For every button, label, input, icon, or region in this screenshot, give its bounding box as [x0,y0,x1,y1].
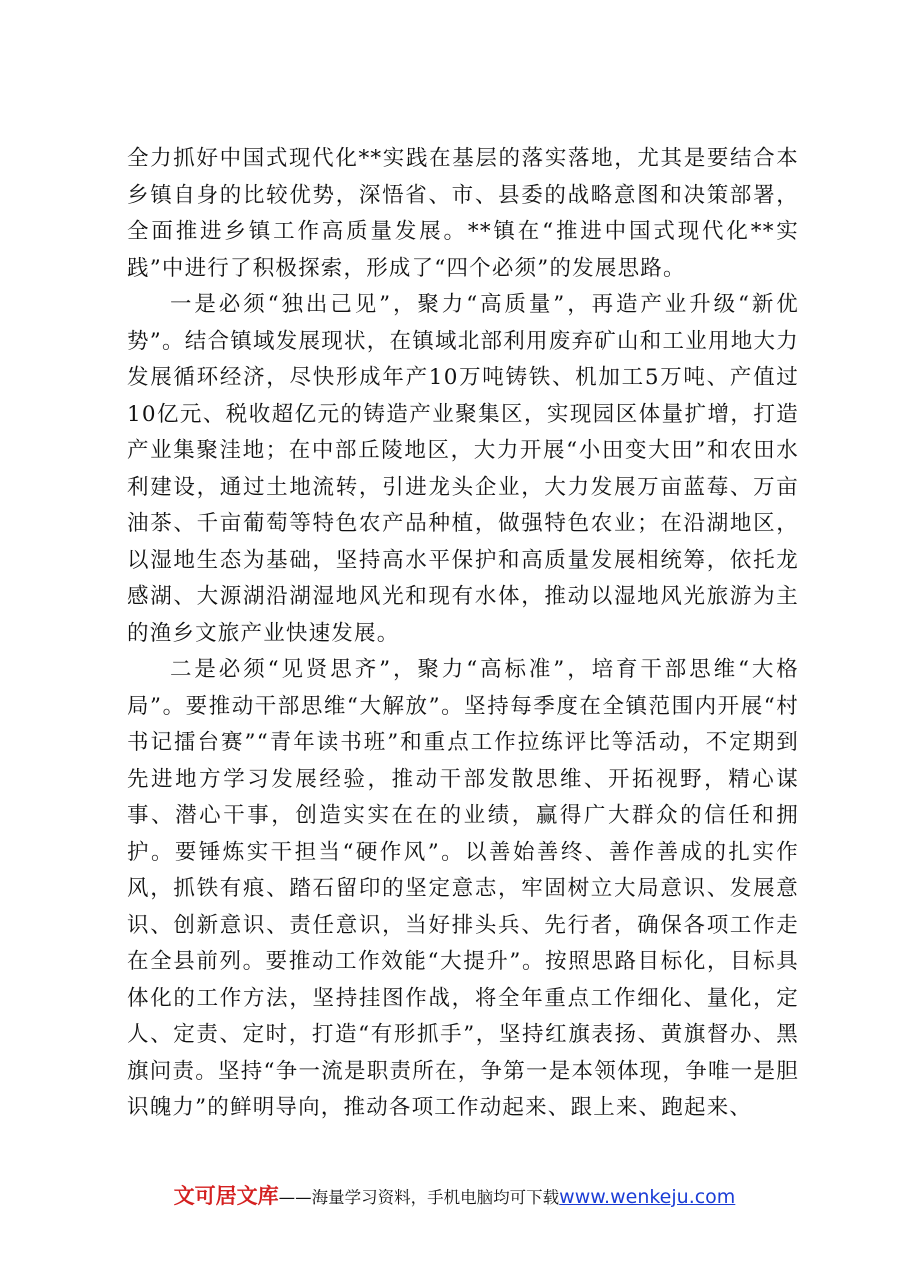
paragraph-continuation: 全力抓好中国式现代化**实践在基层的落实落地，尤其是要结合本乡镇自身的比较优势，深悟省、市、县委的战略意图和决策部署，全面推进乡镇工作高质量发展。**镇在“推进中国式现代化**实践”中进行了积极探索，形成了“四个必须”的发展思路。 [127,146,799,281]
paragraph-point-one: 一是必须“独出己见”，聚力“高质量”，再造产业升级“新优势”。结合镇域发展现状，在镇域北部利用废弃矿山和工业用地大力发展循环经济，尽快形成年产10万吨铸铁、机加工5万吨、产值过10亿元、税收超亿元的铸造产业聚集区，实现园区体量扩增，打造产业集聚洼地；在中部丘陵地区，大力开展“小田变大田”和农田水利建设，通过土地流转，引进龙头企业，大力发展万亩蓝莓、万亩油茶、千亩葡萄等特色农产品种植，做强特色农业；在沿湖地区，以湿地生态为基础，坚持高水平保护和高质量发展相统筹，依托龙感湖、大源湖沿湖湿地风光和现有水体，推动以湿地风光旅游为主的渔乡文旅产业快速发展。 [127,292,799,646]
footer-banner [0,1182,909,1212]
footer-website-link[interactable]: www.wenkeju.com [559,1186,736,1208]
footer-brand: 文可居文库 [173,1184,279,1208]
footer-slogan: ——海量学习资料，手机电脑均可下载 [278,1188,560,1207]
paragraph-point-two: 二是必须“见贤思齐”，聚力“高标准”，培育干部思维“大格局”。要推动干部思维“大解放”。坚持每季度在全镇范围内开展“村书记擂台赛”“青年读书班”和重点工作拉练评比等活动，不定期到先进地方学习发展经验，推动干部发散思维、开拓视野，精心谋事、潜心干事，创造实实在在的业绩，赢得广大群众的信任和拥护。要锤炼实干担当“硬作风”。以善始善终、善作善成的扎实作风，抓铁有痕、踏石留印的坚定意志，牢固树立大局意识、发展意识、创新意识、责任意识，当好排头兵、先行者，确保各项工作走在全县前列。要推动工作效能“大提升”。按照思路目标化，目标具体化的工作方法，坚持挂图作战，将全年重点工作细化、量化，定人、定责、定时，打造“有形抓手”，坚持红旗表扬、黄旗督办、黑旗问责。坚持“争一流是职责所在，争第一是本领体现，争唯一是胆识魄力”的鲜明导向，推动各项工作动起来、跟上来、跑起来、 [127,657,799,1120]
document-body [127,141,799,1127]
